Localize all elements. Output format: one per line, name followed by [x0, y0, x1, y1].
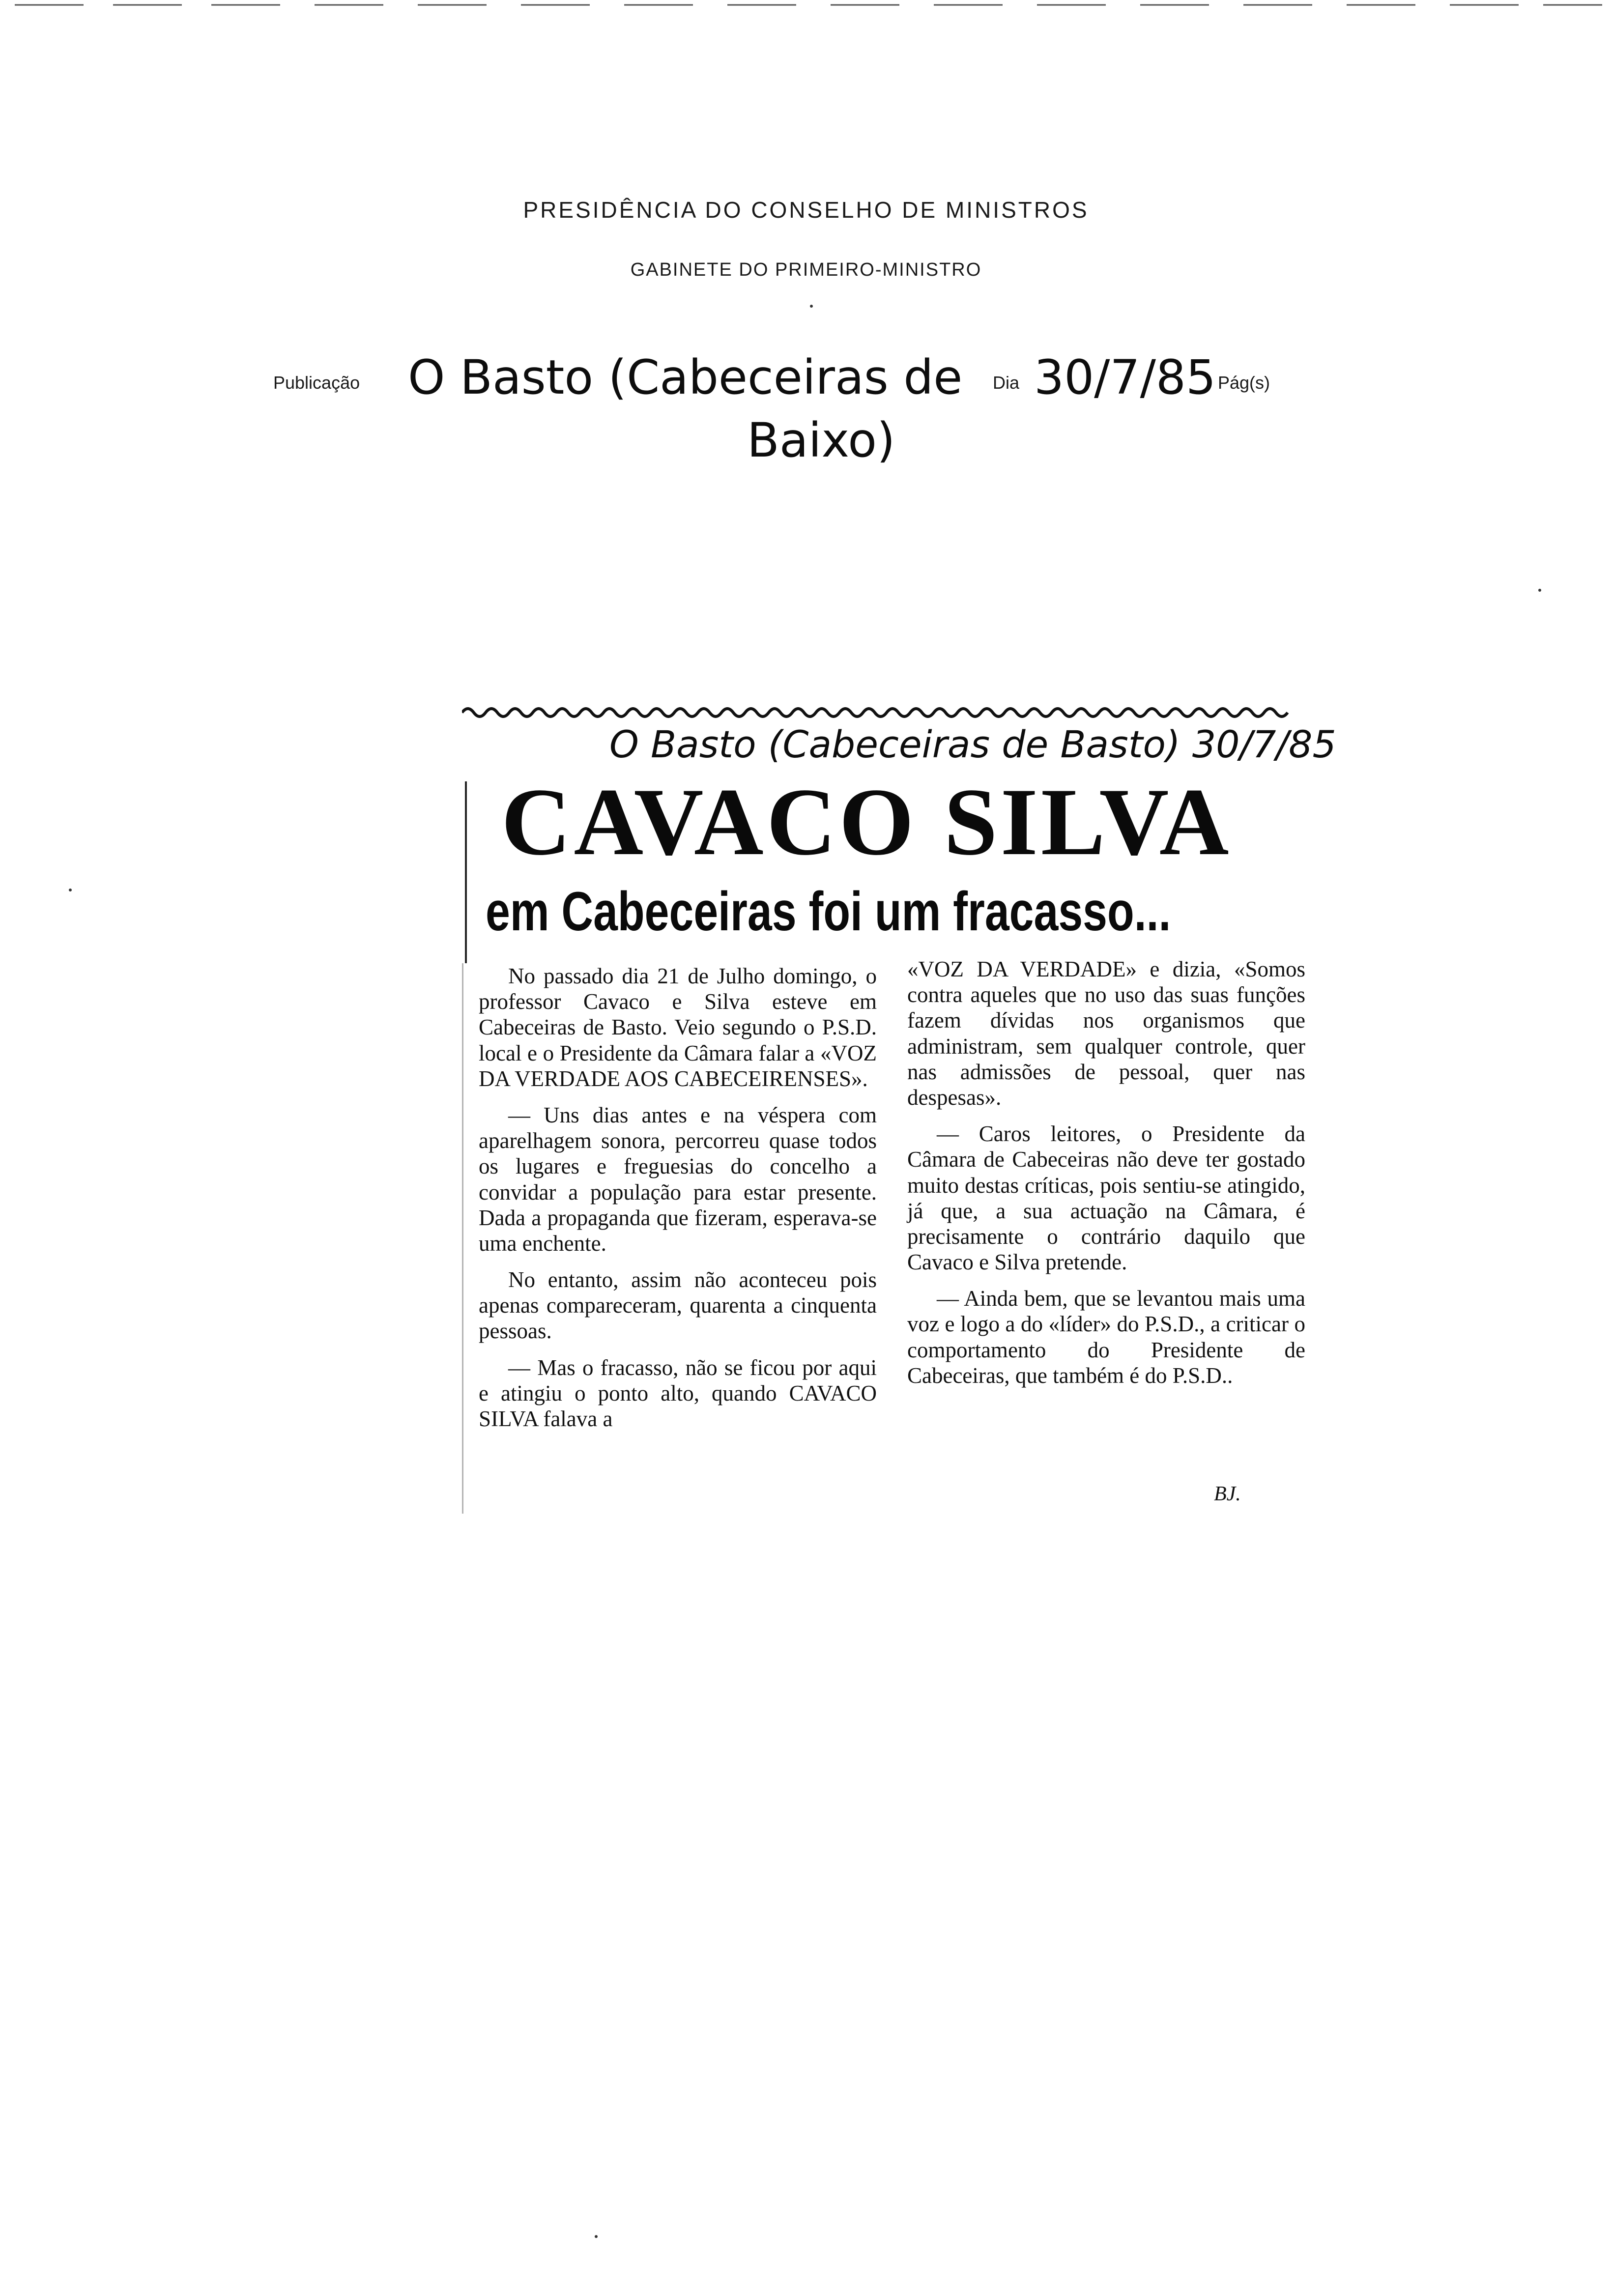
article-headline: CAVACO SILVA — [501, 769, 1232, 875]
handwritten-publication-line2: Baixo) — [747, 413, 895, 468]
handwritten-date: 30/7/85 — [1034, 350, 1216, 405]
pags-label: Pág(s) — [1218, 373, 1270, 393]
left-paragraph-3: No entanto, assim não aconteceu pois apenas compareceram, quarenta a cinquenta pessoas. — [479, 1267, 877, 1344]
ministry-title: PRESIDÊNCIA DO CONSELHO DE MINISTROS — [523, 197, 1089, 223]
publicacao-label: Publicação — [273, 373, 360, 393]
dia-label: Dia — [993, 373, 1020, 393]
scan-speck — [810, 305, 813, 308]
left-paragraph-2: — Uns dias antes e na véspera com aparelhagem sonora, percorreu quase todos os lugares e freguesias do concelho a convidar a população para estar presente. Dada a propaganda que fizeram, esperava-se uma enchente. — [479, 1102, 877, 1256]
scan-speck — [595, 2235, 598, 2238]
clipping-left-edge-lower — [462, 963, 463, 1514]
left-paragraph-4: — Mas o fracasso, não se ficou por aqui e atingiu o ponto alto, quando CAVACO SILVA falava a — [479, 1355, 877, 1431]
article-subheadline: em Cabeceiras foi um fracasso... — [486, 881, 1171, 942]
article-signature: BJ. — [1214, 1483, 1241, 1505]
cabinet-subtitle: GABINETE DO PRIMEIRO-MINISTRO — [630, 259, 982, 280]
article-left-column — [479, 963, 877, 1442]
left-paragraph-1: No passado dia 21 de Julho domingo, o professor Cavaco e Silva esteve em Cabeceiras de Basto. Veio segundo o P.S.D. local e o Presidente da Câmara falar a «VOZ DA VERDADE AOS CABECEIRENSES». — [479, 964, 877, 1091]
right-paragraph-1: «VOZ DA VERDADE» e dizia, «Somos contra aqueles que no uso das suas funções fazem dívidas nos organismos que administram, sem qualquer controle, quer nas admissões de pessoal, quer nas despesas». — [907, 957, 1305, 1110]
clipping-handwritten-note: O Basto (Cabeceiras de Basto) 30/7/85 — [609, 722, 1336, 766]
scan-speck — [1538, 589, 1541, 592]
handwritten-publication-line1: O Basto (Cabeceiras de — [408, 350, 963, 405]
right-paragraph-2: — Caros leitores, o Presidente da Câmara de Cabeceiras não deve ter gostado muito destas críticas, pois sentiu-se atingido, já que, a sua actuação na Câmara, é precisamente o contrário daquilo que Cavaco e Silva pretende. — [907, 1121, 1305, 1275]
right-paragraph-3: — Ainda bem, que se levantou mais uma voz e logo a do «líder» do P.S.D., a criticar o comportamento do Presidente de Cabeceiras, que também é do P.S.D.. — [907, 1286, 1305, 1388]
clipping-wavy-border — [462, 703, 1297, 722]
clipping-left-edge — [465, 781, 467, 963]
scan-speck — [69, 889, 72, 891]
article-right-column — [907, 956, 1305, 1399]
scan-top-dashes — [0, 3, 1612, 8]
